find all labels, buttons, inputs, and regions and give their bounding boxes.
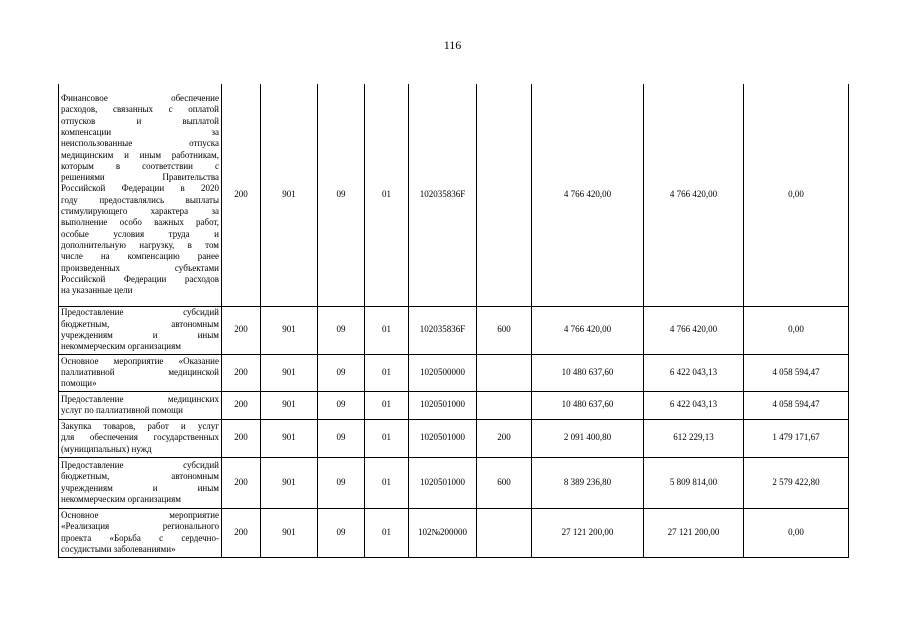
expense-type-cell bbox=[477, 508, 532, 557]
table-row bbox=[59, 306, 849, 354]
actual-amount-cell: 6 422 043,13 bbox=[644, 391, 744, 419]
section-cell: 09 bbox=[318, 306, 365, 354]
admin-code-cell: 200 bbox=[222, 419, 261, 457]
actual-amount-cell: 27 121 200,00 bbox=[644, 508, 744, 557]
expense-type-cell bbox=[477, 354, 532, 391]
actual-amount-cell: 6 422 043,13 bbox=[644, 354, 744, 391]
ministry-code-cell: 901 bbox=[261, 457, 318, 508]
difference-cell: 0,00 bbox=[744, 84, 849, 306]
expense-type-cell bbox=[477, 84, 532, 306]
table-row bbox=[59, 419, 849, 457]
ministry-code-cell: 901 bbox=[261, 84, 318, 306]
subsection-cell: 01 bbox=[365, 508, 409, 557]
subsection-cell: 01 bbox=[365, 391, 409, 419]
admin-code-cell: 200 bbox=[222, 354, 261, 391]
row-description: Закупка товаров, работ и услуг для обеспечения государственных (муниципальных) нужд bbox=[59, 419, 222, 457]
row-description: Предоставление медицинских услуг по паллиативной помощи bbox=[59, 391, 222, 419]
table-row bbox=[59, 354, 849, 391]
actual-amount-cell: 4 766 420,00 bbox=[644, 84, 744, 306]
row-description: Основное мероприятие «Оказание паллиативной медицинской помощи» bbox=[59, 354, 222, 391]
budget-table bbox=[58, 84, 849, 558]
section-cell: 09 bbox=[318, 419, 365, 457]
difference-cell: 2 579 422,80 bbox=[744, 457, 849, 508]
section-cell: 09 bbox=[318, 457, 365, 508]
subsection-cell: 01 bbox=[365, 84, 409, 306]
plan-amount-cell: 10 480 637,60 bbox=[532, 354, 644, 391]
row-description: Финансовое обеспечение расходов, связанных с оплатой отпусков и выплатой компенсации за неиспользованные отпуска медицинским и иным работникам, которым в соответствии с решениями Правительства Российской Федерации в 2020 году предоставлялись выплаты стимулирующего характера за выполнение особо важных работ, особые условия труда и дополнительную нагрузку, в том числе на компенсацию ранее произведенных субъектами Российской Федерации расходов на указанные цели bbox=[59, 84, 222, 306]
expense-type-cell: 600 bbox=[477, 306, 532, 354]
table-row bbox=[59, 391, 849, 419]
admin-code-cell: 200 bbox=[222, 306, 261, 354]
table-row bbox=[59, 508, 849, 557]
actual-amount-cell: 612 229,13 bbox=[644, 419, 744, 457]
target-article-cell: 102035836F bbox=[409, 84, 477, 306]
actual-amount-cell: 5 809 814,00 bbox=[644, 457, 744, 508]
subsection-cell: 01 bbox=[365, 419, 409, 457]
section-cell: 09 bbox=[318, 391, 365, 419]
ministry-code-cell: 901 bbox=[261, 354, 318, 391]
expense-type-cell: 600 bbox=[477, 457, 532, 508]
target-article-cell: 1020500000 bbox=[409, 354, 477, 391]
target-article-cell: 102035836F bbox=[409, 306, 477, 354]
actual-amount-cell: 4 766 420,00 bbox=[644, 306, 744, 354]
plan-amount-cell: 27 121 200,00 bbox=[532, 508, 644, 557]
page-number: 116 bbox=[443, 38, 462, 52]
plan-amount-cell: 10 480 637,60 bbox=[532, 391, 644, 419]
difference-cell: 1 479 171,67 bbox=[744, 419, 849, 457]
section-cell: 09 bbox=[318, 354, 365, 391]
target-article-cell: 1020501000 bbox=[409, 391, 477, 419]
plan-amount-cell: 4 766 420,00 bbox=[532, 84, 644, 306]
admin-code-cell: 200 bbox=[222, 84, 261, 306]
subsection-cell: 01 bbox=[365, 457, 409, 508]
admin-code-cell: 200 bbox=[222, 457, 261, 508]
plan-amount-cell: 4 766 420,00 bbox=[532, 306, 644, 354]
ministry-code-cell: 901 bbox=[261, 419, 318, 457]
table-row bbox=[59, 84, 849, 306]
subsection-cell: 01 bbox=[365, 306, 409, 354]
row-description: Основное мероприятие «Реализация регионального проекта «Борьба с сердечно- сосудистыми заболеваниями» bbox=[59, 508, 222, 557]
expense-type-cell bbox=[477, 391, 532, 419]
subsection-cell: 01 bbox=[365, 354, 409, 391]
ministry-code-cell: 901 bbox=[261, 391, 318, 419]
section-cell: 09 bbox=[318, 84, 365, 306]
difference-cell: 4 058 594,47 bbox=[744, 354, 849, 391]
target-article-cell: 102№200000 bbox=[409, 508, 477, 557]
difference-cell: 4 058 594,47 bbox=[744, 391, 849, 419]
admin-code-cell: 200 bbox=[222, 391, 261, 419]
ministry-code-cell: 901 bbox=[261, 306, 318, 354]
expense-type-cell: 200 bbox=[477, 419, 532, 457]
ministry-code-cell: 901 bbox=[261, 508, 318, 557]
difference-cell: 0,00 bbox=[744, 306, 849, 354]
section-cell: 09 bbox=[318, 508, 365, 557]
admin-code-cell: 200 bbox=[222, 508, 261, 557]
plan-amount-cell: 8 389 236,80 bbox=[532, 457, 644, 508]
difference-cell: 0,00 bbox=[744, 508, 849, 557]
plan-amount-cell: 2 091 400,80 bbox=[532, 419, 644, 457]
table-row bbox=[59, 457, 849, 508]
row-description: Предоставление субсидий бюджетным, автономным учреждениям и иным некоммерческим организациям bbox=[59, 457, 222, 508]
target-article-cell: 1020501000 bbox=[409, 457, 477, 508]
row-description: Предоставление субсидий бюджетным, автономным учреждениям и иным некоммерческим организациям bbox=[59, 306, 222, 354]
target-article-cell: 1020501000 bbox=[409, 419, 477, 457]
